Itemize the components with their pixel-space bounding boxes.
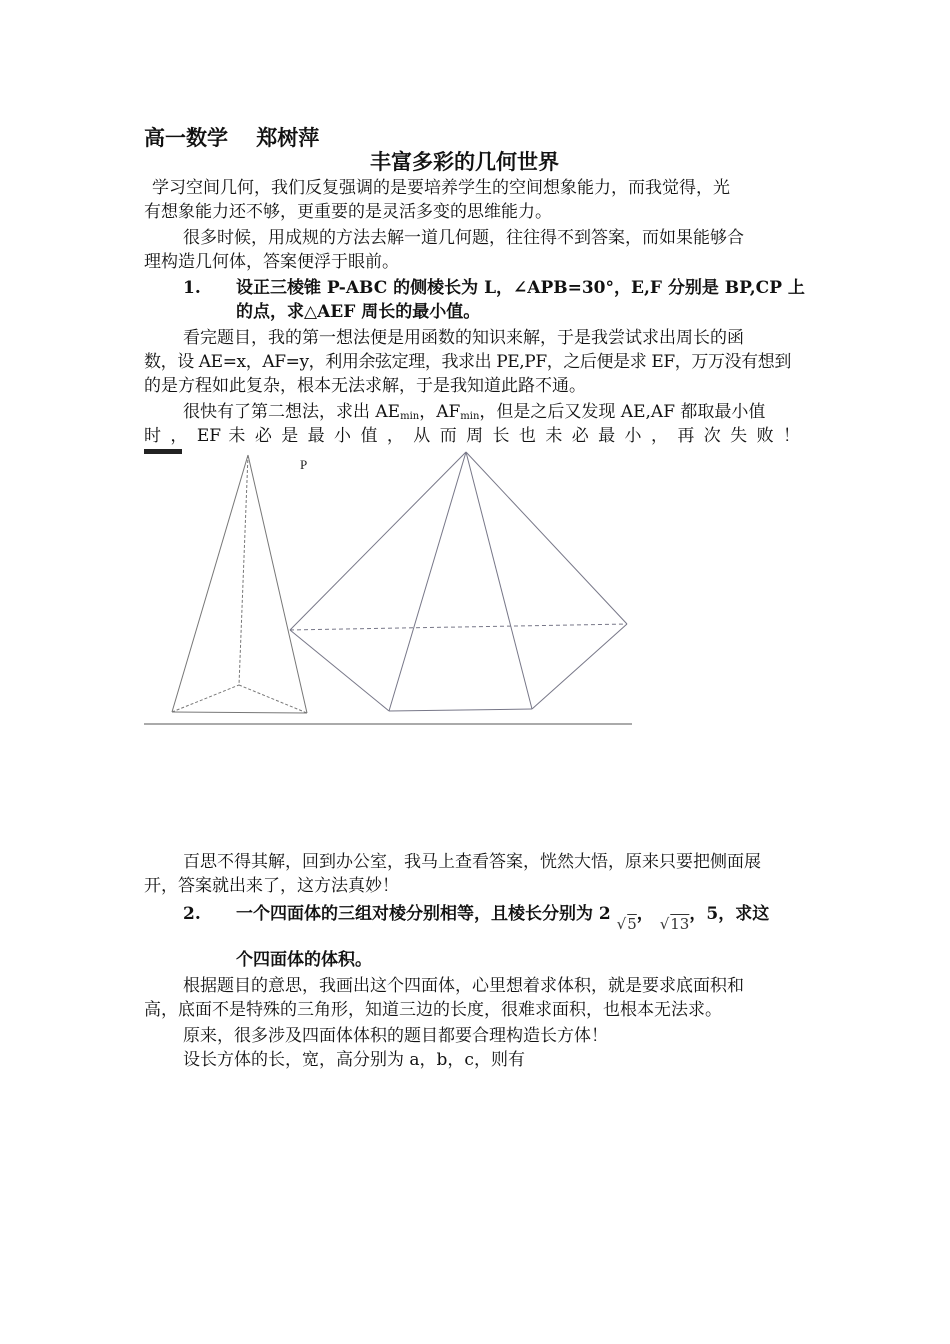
intro-line-1: 学习空间几何，我们反复强调的是要培养学生的空间想象能力，而我觉得，光 [152,178,730,198]
course-author-heading: 高一数学 郑树萍 [144,125,320,150]
net-edge-ab [290,630,389,711]
discussion-line-2: 高，底面不是特殊的三角形，知道三边的长度，很难求面积，也根本无法求。 [144,1000,722,1020]
intro-line-4: 理构造几何体，答案便浮于眼前。 [144,252,399,272]
problem-2-number: 2. [183,904,201,924]
problem-2-text-a: 一个四面体的三组对棱分别相等，且棱长分别为 2 [236,904,611,924]
left-pyramid [172,455,307,713]
edge-ab [172,685,239,712]
attempt-text-a: 很快有了第二想法，求出 AE [183,402,401,422]
problem-2-text-b: ， [636,904,654,924]
discussion-line-4: 设长方体的长，宽，高分别为 a，b，c，则有 [183,1050,525,1070]
edge-ac [172,712,307,713]
net-edge-right [466,452,627,624]
discussion-line-1: 根据题目的意思，我画出这个四面体，心里想着求体积，就是要求底面积和 [183,976,744,996]
intro-line-3: 很多时候，用成规的方法去解一道几何题，往往得不到答案，而如果能够合 [183,228,744,248]
page-title: 丰富多彩的几何世界 [370,149,559,174]
sqrt-13: √13 [659,915,690,933]
subscript-min-1: min [400,411,420,422]
net-edge-pc [466,452,532,709]
pyramid-figure [144,447,644,731]
edge-pa [172,455,248,712]
label-p: P [300,457,308,472]
edge-bc [239,685,307,713]
attempt-line-2: 数，设 AE=x，AF=y，利用余弦定理，我求出 PE,PF，之后便是求 EF，万万没有想到 [144,352,791,372]
attempt-line-1: 看完题目，我的第一想法便是用函数的知识来解，于是我尝试求出周长的函 [183,328,744,348]
pyramid-diagram [144,447,644,727]
attempt-line-5: 时 ， EF 未 必 是 最 小 值 ， 从 而 周 长 也 未 必 最 小 ， 再 次 失 败 ！ [144,426,800,446]
solution-line-2: 开，答案就出来了，这方法真妙！ [144,876,399,896]
problem-1-line-2: 的点，求△AEF 周长的最小值。 [236,302,481,322]
problem-2-line-1 [236,902,808,936]
sqrt-13-radicand: 13 [670,915,690,933]
intro-line-2: 有想象能力还不够，更重要的是灵活多变的思维能力。 [144,202,552,222]
attempt-line-3: 的是方程如此复杂，根本无法求解，于是我知道此路不通。 [144,376,586,396]
problem-1-line-1: 设正三棱锥 P-ABC 的侧棱长为 L，∠APB=30°，E,F 分别是 BP,CP 上 [236,278,805,298]
sqrt-5: √5 [616,915,637,933]
solution-line-1: 百思不得其解，回到办公室，我马上查看答案，恍然大悟，原来只要把侧面展 [183,852,761,872]
subscript-min-2: min [460,411,480,422]
problem-2-text-c: ，5，求这 [689,904,770,924]
edge-pc [248,455,307,713]
unfolded-net [290,452,627,711]
discussion-line-3: 原来，很多涉及四面体体积的题目都要合理构造长方体！ [183,1026,608,1046]
net-edge-bc [389,709,532,711]
problem-1-number: 1. [183,278,201,298]
sqrt-5-radicand: 5 [627,915,637,933]
net-edge-ca [532,624,627,709]
edge-pb [239,455,248,685]
net-edge-aa [290,624,627,630]
image-artifact [144,449,182,454]
attempt-text-b: ，AF [419,402,461,422]
problem-2-line-2: 个四面体的体积。 [236,950,372,970]
attempt-text-c: ，但是之后又发现 AE,AF 都取最小值 [479,402,766,422]
